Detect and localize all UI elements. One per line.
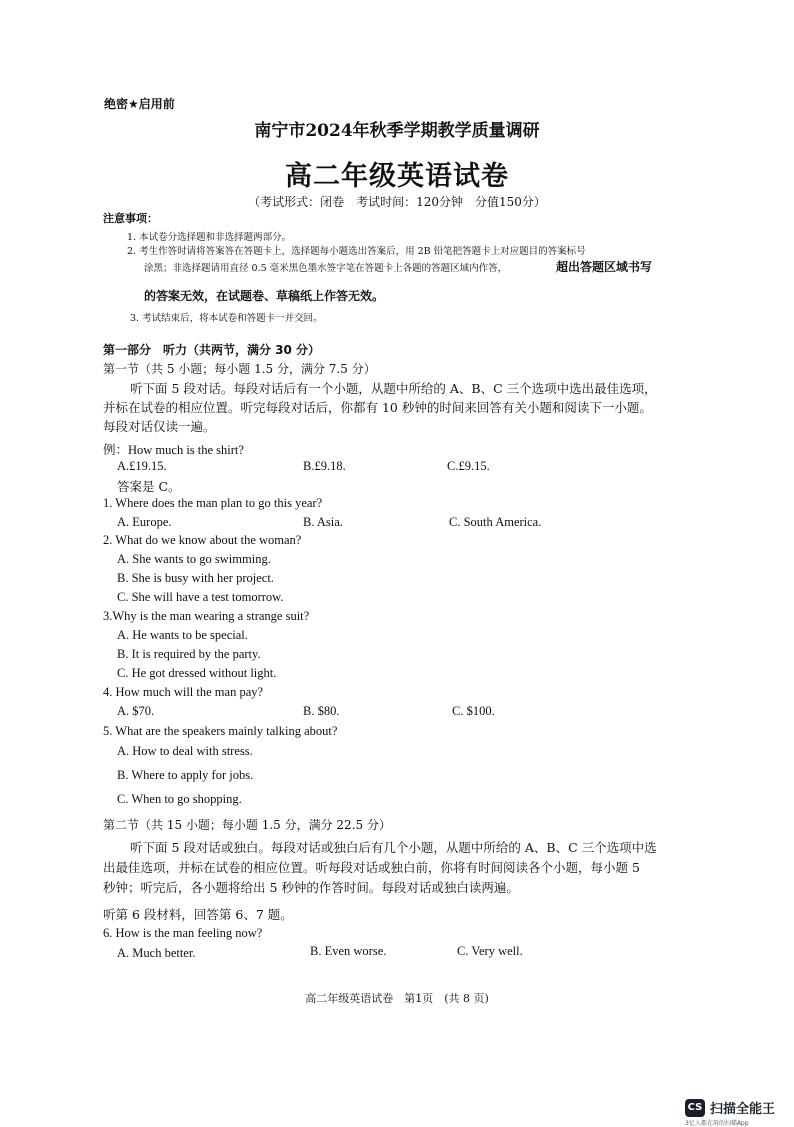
note-item-emphasis: 的答案无效，在试题卷、草稿纸上作答无效。 [144,289,385,303]
instruction-line: 出最佳选项，并标在试卷的相应位置。听每段对话或独白前，你将有时间阅读各个小题，每小题 5 [103,860,640,875]
exam-school-title: 南宁市2024年秋季学期教学质量调研 [254,121,540,141]
notes-heading: 注意事项： [103,212,158,225]
option: C. When to go shopping. [117,792,242,806]
question: 5. What are the speakers mainly talking about? [103,724,338,738]
note-item: 3. 考试结束后，将本试卷和答题卡一并交回。 [130,313,323,324]
example-answer: 答案是 C。 [117,479,181,494]
option: B. Even worse. [310,944,387,958]
section-heading: 第二节（共 15 小题；每小题 1.5 分，满分 22.5 分） [103,818,391,832]
option: A. She wants to go swimming. [117,552,271,566]
question: 3.Why is the man wearing a strange suit? [103,609,310,623]
watermark-subtitle: 3亿人都在用的扫描App [685,1120,749,1127]
option: A. Much better. [117,946,196,960]
option: C. South America. [449,515,542,529]
question: 2. What do we know about the woman? [103,533,302,547]
note-item: 2. 考生作答时请将答案答在答题卡上，选择题每小题选出答案后，用 2B 铅笔把答题卡上对应题目的答案标号 [127,246,586,257]
exam-paper-title: 高二年级英语试卷 [285,161,509,192]
exam-info: （考试形式：闭卷 考试时间：120分钟 分值150分） [248,195,546,209]
instruction-line: 并标在试卷的相应位置。听完每段对话后，你都有 10 秒钟的时间来回答有关小题和阅读下一小题。 [103,400,652,415]
option: B. It is required by the party. [117,647,261,661]
option: C. $100. [452,704,495,718]
option: B. Asia. [303,515,343,529]
note-item: 1. 本试卷分选择题和非选择题两部分。 [127,232,292,243]
option: A.£19.15. [117,459,167,473]
option: B. Where to apply for jobs. [117,768,254,782]
example-question: 例：How much is the shirt? [103,443,244,457]
instruction-line: 听下面 5 段对话或独白。每段对话或独白后有几个小题，从题中所给的 A、B、C 三个选项中选 [130,840,657,855]
question: 4. How much will the man pay? [103,685,264,699]
confidential-mark: 绝密★启用前 [104,97,175,111]
option: A. Europe. [117,515,172,529]
option: A. $70. [117,704,155,718]
material-note: 听第 6 段材料，回答第 6、7 题。 [103,907,293,922]
instruction-line: 听下面 5 段对话。每段对话后有一个小题，从题中所给的 A、B、C 三个选项中选出最佳选项， [130,381,657,396]
instruction-line: 每段对话仅读一遍。 [103,419,216,434]
section-heading: 第一节（共 5 小题；每小题 1.5 分，满分 7.5 分） [103,362,376,376]
option: B. $80. [303,704,340,718]
option: A. How to deal with stress. [117,744,253,758]
question: 6. How is the man feeling now? [103,926,263,940]
option: C. He got dressed without light. [117,666,277,680]
part-heading: 第一部分 听力（共两节，满分 30 分） [103,343,321,357]
question: 1. Where does the man plan to go this year? [103,496,323,510]
camscanner-icon: CS [685,1099,705,1117]
scanner-watermark [685,1098,775,1117]
instruction-line: 秒钟；听完后，各小题将给出 5 秒钟的作答时间。每段对话或独白读两遍。 [103,880,519,895]
note-item: 涂黑；非选择题请用直径 0.5 毫米黑色墨水签字笔在答题卡上各题的答题区域内作答， [144,263,508,274]
note-item-emphasis: 超出答题区域书写 [556,260,653,274]
option: B.£9.18. [303,459,346,473]
option: A. He wants to be special. [117,628,248,642]
page-footer: 高二年级英语试卷 第1页 (共 8 页) [305,992,489,1005]
option: C.£9.15. [447,459,490,473]
watermark-label: 扫描全能王 [710,1102,776,1117]
option: C. She will have a test tomorrow. [117,590,284,604]
option: C. Very well. [457,944,523,958]
option: B. She is busy with her project. [117,571,274,585]
